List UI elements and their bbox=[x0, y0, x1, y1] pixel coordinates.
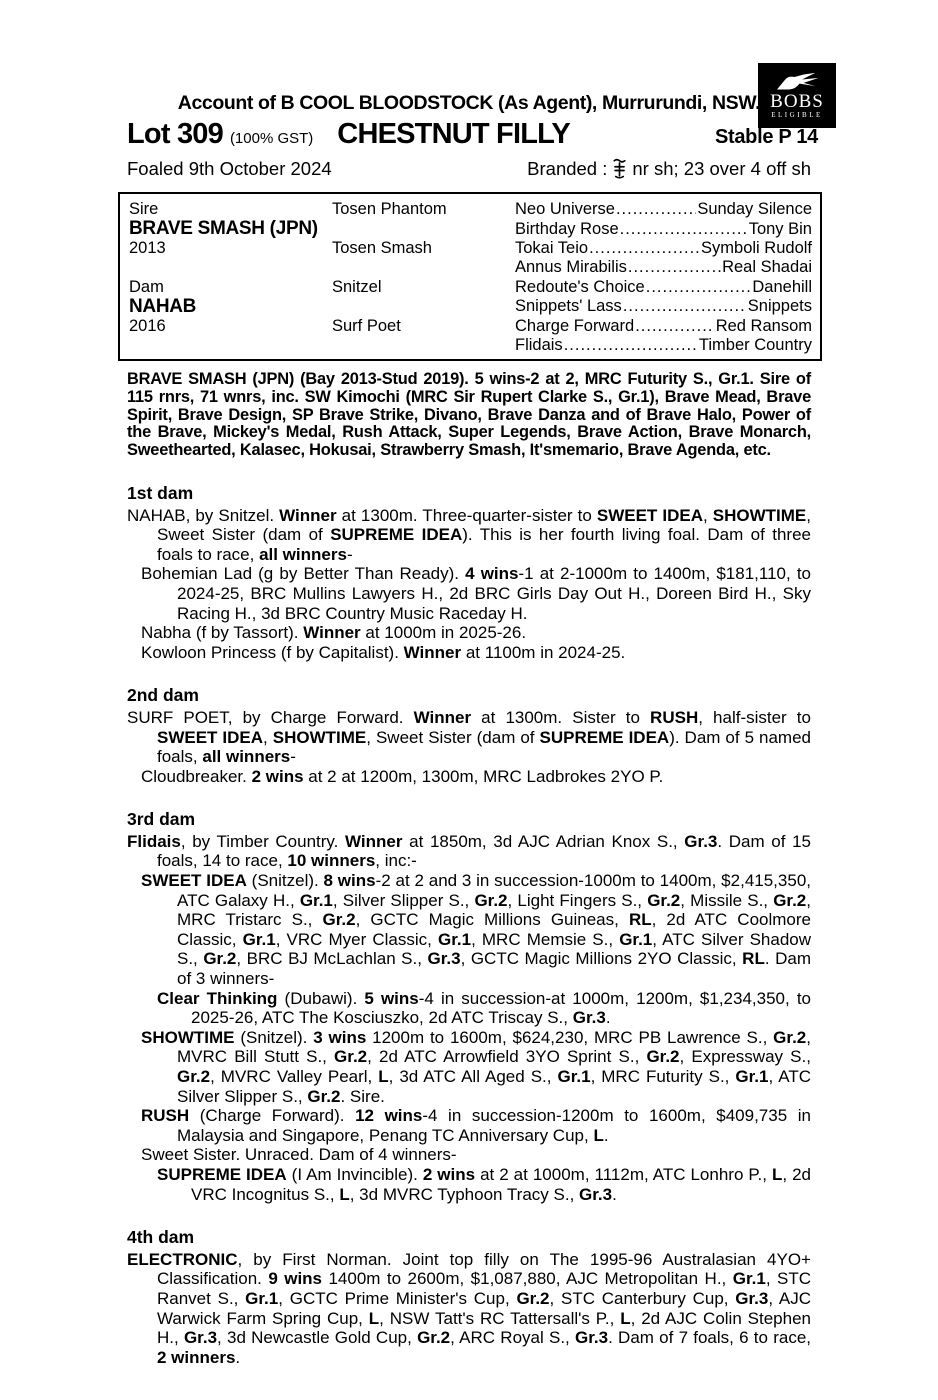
ancestor-name: Charge Forward bbox=[515, 316, 635, 335]
bold-run: all winners bbox=[202, 747, 291, 767]
text-run: 1200m to 1600m, $624,230, MRC PB Lawrence S., bbox=[366, 1027, 774, 1047]
entry-clear-thinking bbox=[127, 989, 811, 1028]
text-run: at 1000m in 2025-26. bbox=[360, 623, 527, 643]
bold-run: RL bbox=[628, 910, 652, 930]
text-run: , 2d VRC Incognitus S., bbox=[191, 1164, 811, 1204]
bold-run: 4 wins bbox=[465, 564, 519, 584]
entry-bohemian-lad bbox=[127, 564, 811, 623]
text-run: , NSW Tatt's RC Tattersall's P., bbox=[379, 1308, 621, 1328]
ancestor-name: Red Ransom bbox=[715, 316, 812, 335]
text-run: , Sweet Sister (dam of bbox=[366, 727, 540, 747]
text-run: -1 at 2-1000m to 1400m, $181,110, to 2024-25, BRC Mullins Lawyers H., 2d BRC Girls Day Out H., Doreen Bird H., Sky Racing H., 3d BRC Country Music Raceday H. bbox=[177, 564, 811, 623]
text-run: , GCTC Prime Minister's Cup, bbox=[278, 1288, 517, 1308]
bold-run: L bbox=[378, 1067, 389, 1087]
branded-detail: nr sh; 23 over 4 off sh bbox=[632, 158, 811, 179]
bold-run: SUPREME IDEA bbox=[539, 727, 670, 747]
text-run: NAHAB, by Snitzel. bbox=[127, 505, 280, 525]
bold-run: Gr.1 bbox=[299, 890, 333, 910]
bold-run: SHOWTIME bbox=[141, 1027, 235, 1047]
ancestor-name: Redoute's Choice bbox=[515, 277, 645, 296]
bold-run: Winner bbox=[345, 831, 403, 851]
bold-run: Gr.1 bbox=[245, 1288, 279, 1308]
foaled-date: Foaled 9th October 2024 bbox=[127, 158, 332, 179]
text-run: , 2d ATC Coolmore Classic, bbox=[177, 910, 811, 949]
bold-run: 2 wins bbox=[422, 1164, 476, 1184]
bold-run: SUPREME IDEA bbox=[330, 525, 463, 545]
text-run: at 1850m, 3d AJC Adrian Knox S., bbox=[402, 831, 685, 851]
dot-leader bbox=[623, 297, 747, 316]
entry-nabha bbox=[127, 623, 811, 643]
dam-dam-name: Surf Poet bbox=[332, 316, 401, 335]
text-run: - bbox=[346, 544, 353, 564]
ancestor-name: Symboli Rudolf bbox=[701, 238, 812, 257]
bold-run: Gr.1 bbox=[619, 929, 653, 949]
text-run: -2 at 2 and 3 in succession-1000m to 1400m, $2,415,350, ATC Galaxy H., bbox=[177, 871, 811, 910]
text-run: , BRC BJ McLachlan S., bbox=[236, 949, 428, 969]
bold-run: all winners bbox=[259, 544, 347, 564]
bold-run: L bbox=[593, 1125, 604, 1145]
bold-run: 9 wins bbox=[268, 1269, 323, 1289]
text-run: SURF POET, by Charge Forward. bbox=[127, 707, 414, 727]
gst-note: (100% GST) bbox=[229, 130, 314, 147]
ancestor-row bbox=[515, 336, 812, 355]
bold-run: L bbox=[339, 1184, 350, 1204]
text-run: . Dam of 7 foals, 6 to race, bbox=[608, 1328, 811, 1348]
text-run: 1400m to 2600m, $1,087,880, AJC Metropolitan H., bbox=[322, 1269, 733, 1289]
text-run: - bbox=[290, 747, 296, 767]
text-run: Cloudbreaker. bbox=[141, 766, 252, 786]
text-run: , ATC Silver Slipper S., bbox=[177, 1067, 811, 1106]
text-run: Sweet Sister. Unraced. Dam of 4 winners- bbox=[141, 1145, 457, 1165]
text-run: , VRC Myer Classic, bbox=[275, 929, 438, 949]
section-heading-4th-dam: 4th dam bbox=[127, 1227, 195, 1248]
text-run: , GCTC Magic Millions 2YO Classic, bbox=[460, 949, 743, 969]
text-run: (Snitzel). bbox=[234, 1027, 314, 1047]
sire-name: BRAVE SMASH (JPN) bbox=[129, 218, 318, 240]
text-run: , Missile S., bbox=[680, 890, 774, 910]
text-run: , GCTC Magic Millions Guineas, bbox=[355, 910, 629, 930]
bold-run: SWEET IDEA bbox=[157, 727, 264, 747]
text-run: (Charge Forward). bbox=[189, 1106, 356, 1126]
entry-showtime bbox=[127, 1028, 811, 1106]
pedigree-details bbox=[127, 484, 811, 1367]
text-run: , bbox=[702, 505, 713, 525]
bold-run: Gr.2 bbox=[334, 1047, 368, 1067]
dot-leader bbox=[616, 200, 696, 219]
stable-number: Stable P 14 bbox=[714, 126, 818, 148]
pedigree-table bbox=[118, 192, 822, 361]
sire-sire-name: Tosen Phantom bbox=[332, 200, 447, 219]
bold-run: Gr.2 bbox=[307, 1086, 341, 1106]
text-run: Nabha (f by Tassort). bbox=[141, 623, 304, 643]
entry-rush bbox=[127, 1106, 811, 1145]
ancestor-name: Timber Country bbox=[698, 335, 812, 354]
text-run: , inc:- bbox=[375, 851, 417, 871]
bold-run: Clear Thinking bbox=[157, 988, 278, 1008]
bold-run: SWEET IDEA bbox=[596, 505, 703, 525]
bold-run: Gr.1 bbox=[437, 929, 472, 949]
bold-run: 8 wins bbox=[323, 871, 376, 891]
entry-flidais bbox=[127, 832, 811, 871]
bold-run: Gr.3 bbox=[427, 949, 461, 969]
ancestor-name: Tony Bin bbox=[748, 219, 812, 238]
entry-electronic bbox=[127, 1250, 811, 1368]
bold-run: Gr.1 bbox=[732, 1269, 766, 1289]
ancestor-name: Snippets bbox=[747, 297, 812, 316]
entry-surf-poet bbox=[127, 708, 811, 767]
text-run: . Dam of 3 winners- bbox=[177, 949, 811, 989]
text-run: , 2d ATC Arrowfield 3YO Sprint S., bbox=[367, 1047, 647, 1067]
bold-run: 5 wins bbox=[364, 988, 419, 1008]
text-run: . bbox=[603, 1125, 609, 1145]
bold-run: Gr.1 bbox=[242, 929, 276, 949]
text-run: , Sweet Sister (dam of bbox=[157, 505, 811, 545]
ancestor-row bbox=[515, 297, 812, 316]
text-run: at 1300m. Three-quarter-sister to bbox=[336, 505, 597, 525]
ancestor-name: Sunday Silence bbox=[697, 200, 812, 219]
ancestor-row bbox=[515, 239, 812, 258]
bold-run: Gr.2 bbox=[646, 1047, 680, 1067]
ancestor-row bbox=[515, 317, 812, 336]
text-run: Kowloon Princess (f by Capitalist). bbox=[141, 642, 404, 662]
bold-run: 2 winners bbox=[157, 1347, 236, 1367]
bold-run: Winner bbox=[413, 707, 472, 727]
section-heading-2nd-dam: 2nd dam bbox=[127, 685, 199, 706]
vendor-account-line: Account of B COOL BLOODSTOCK (As Agent), Murrurundi, NSW. bbox=[177, 92, 761, 114]
section-heading-3rd-dam: 3rd dam bbox=[127, 809, 196, 830]
bold-run: Gr.2 bbox=[647, 890, 681, 910]
lot-number: Lot 309 bbox=[127, 118, 223, 150]
catalogue-body bbox=[127, 371, 811, 1367]
section-heading-1st-dam: 1st dam bbox=[127, 482, 194, 503]
bold-run: RUSH bbox=[141, 1106, 190, 1126]
text-run: at 2 at 1000m, 1112m, ATC Lonhro P., bbox=[475, 1164, 772, 1184]
logo-subword: ELIGIBLE bbox=[771, 111, 823, 119]
ancestor-name: Flidais bbox=[515, 335, 563, 354]
dot-leader bbox=[564, 336, 698, 355]
horse-sex-colour: CHESTNUT FILLY bbox=[337, 118, 570, 150]
text-run: , by First Norman. Joint top filly on The 1995-96 Australasian 4YO+ Classification. bbox=[157, 1249, 811, 1289]
dot-leader bbox=[635, 317, 714, 336]
text-run: ). Dam of 5 named foals, bbox=[157, 727, 811, 767]
ancestor-name: Danehill bbox=[752, 277, 812, 296]
bold-run: L bbox=[620, 1308, 631, 1328]
text-run: , MVRC Valley Pearl, bbox=[210, 1067, 379, 1087]
sire-year: 2013 bbox=[129, 238, 166, 257]
ancestor-name: Snippets' Lass bbox=[515, 297, 622, 316]
brand-mark-icon bbox=[612, 158, 627, 180]
sire-summary-paragraph: BRAVE SMASH (JPN) (Bay 2013-Stud 2019). 5 wins-2 at 2, MRC Futurity S., Gr.1. Sire of 115 rnrs, 71 wnrs, inc. SW Kimochi (MRC Sir Rupert Clarke S., Gr.1), Brave Mead, Brave Spirit, Brave Design, SP Brave Strike, Divano, Brave Danza and of Brave Halo, Power of the Brave, Mickey's Medal, Rush Attack, Super Legends, Brave Action, Brave Monarch, Sweethearted, Kalasec, Hokusai, Strawberry Smash, It'smemario, Brave Agenda, etc. bbox=[127, 370, 811, 460]
text-run: , 3d Newcastle Gold Cup, bbox=[217, 1328, 418, 1348]
bold-run: SUPREME IDEA bbox=[157, 1164, 287, 1184]
bold-run: Gr.3 bbox=[183, 1328, 218, 1348]
bold-run: L bbox=[771, 1164, 783, 1184]
dam-sire-name: Snitzel bbox=[332, 277, 382, 296]
horse-head-icon bbox=[771, 71, 823, 92]
text-run: , 3d MVRC Typhoon Tracy S., bbox=[349, 1184, 580, 1204]
bold-run: Gr.2 bbox=[417, 1328, 451, 1348]
text-run: . Sire. bbox=[340, 1086, 385, 1106]
ancestor-row bbox=[515, 258, 812, 277]
text-run: at 1100m in 2024-25. bbox=[461, 642, 626, 662]
bold-run: Gr.2 bbox=[322, 910, 356, 930]
bold-run: Gr.2 bbox=[773, 890, 807, 910]
bold-run: Gr.1 bbox=[735, 1067, 769, 1087]
text-run: , MRC Futurity S., bbox=[590, 1067, 736, 1087]
entry-nahab bbox=[127, 506, 811, 565]
bold-run: 3 wins bbox=[313, 1027, 367, 1047]
logo-word: BOBS bbox=[770, 91, 824, 112]
ancestor-row bbox=[515, 220, 812, 239]
dot-leader bbox=[646, 278, 752, 297]
text-run: , Silver Slipper S., bbox=[332, 890, 475, 910]
text-run: , ATC Silver Shadow S., bbox=[177, 929, 812, 969]
text-run: . bbox=[605, 1008, 611, 1028]
foaled-branded-line bbox=[127, 158, 811, 180]
text-run: at 1300m. Sister to bbox=[471, 707, 651, 727]
entry-sweet-sister bbox=[127, 1145, 811, 1165]
text-run: . bbox=[235, 1347, 241, 1367]
text-run: , AJC Warwick Farm Spring Cup, bbox=[157, 1288, 812, 1328]
text-run: , by Timber Country. bbox=[180, 831, 346, 851]
dam-name: NAHAB bbox=[129, 295, 197, 317]
ancestor-row bbox=[515, 278, 812, 297]
text-run: . Dam of 15 foals, 14 to race, bbox=[157, 831, 812, 871]
text-run: -4 in succession-at 1000m, 1200m, $1,234,350, to 2025-26, ATC The Kosciuszko, 2d ATC Triscay S., bbox=[191, 988, 811, 1028]
lot-headline bbox=[127, 118, 818, 151]
bold-run: Gr.2 bbox=[203, 949, 237, 969]
text-run: , ARC Royal S., bbox=[450, 1328, 575, 1348]
sire-dam-name: Tosen Smash bbox=[332, 238, 432, 257]
text-run: at 2 at 1200m, 1300m, MRC Ladbrokes 2YO P. bbox=[303, 766, 664, 786]
bold-run: Gr.2 bbox=[474, 890, 508, 910]
text-run: , 2d AJC Colin Stephen H., bbox=[157, 1308, 811, 1348]
bold-run: Winner bbox=[403, 642, 462, 662]
entry-supreme-idea bbox=[127, 1165, 811, 1204]
bold-run: Gr.3 bbox=[684, 831, 718, 851]
text-run: (Dubawi). bbox=[277, 988, 365, 1008]
dam-year: 2016 bbox=[129, 316, 166, 335]
dot-leader bbox=[620, 220, 748, 239]
ancestor-name: Birthday Rose bbox=[515, 219, 619, 238]
text-run: ). This is her fourth living foal. Dam of three foals to race, bbox=[157, 525, 811, 564]
bold-run: L bbox=[368, 1308, 380, 1328]
bold-run: Gr.2 bbox=[177, 1067, 211, 1087]
text-run: , 3d ATC All Aged S., bbox=[388, 1067, 558, 1087]
bold-run: Gr.3 bbox=[575, 1328, 609, 1348]
bold-run: Gr.3 bbox=[572, 1008, 606, 1028]
ancestor-row bbox=[515, 200, 812, 219]
bold-run: Flidais bbox=[127, 831, 181, 851]
bold-run: 10 winners bbox=[287, 851, 376, 871]
ancestor-name: Tokai Teio bbox=[515, 238, 589, 257]
bold-run: RUSH bbox=[650, 707, 699, 727]
entry-sweet-idea bbox=[127, 871, 811, 989]
bold-run: RL bbox=[742, 949, 765, 969]
ancestor-name: Neo Universe bbox=[515, 200, 615, 219]
bold-run: ELECTRONIC bbox=[127, 1249, 238, 1269]
ancestor-name: Annus Mirabilis bbox=[515, 258, 627, 277]
bold-run: Winner bbox=[279, 505, 337, 525]
text-run: , MRC Memsie S., bbox=[471, 929, 620, 949]
text-run: , half-sister to bbox=[698, 707, 811, 727]
bold-run: Gr.2 bbox=[516, 1288, 550, 1308]
text-run: , MVRC Bill Stutt S., bbox=[177, 1027, 811, 1067]
dot-leader bbox=[628, 258, 721, 277]
bold-run: Gr.3 bbox=[735, 1288, 769, 1308]
text-run: . bbox=[612, 1184, 617, 1204]
dot-leader bbox=[589, 239, 700, 258]
text-run: , STC Canterbury Cup, bbox=[549, 1288, 736, 1308]
bold-run: Gr.3 bbox=[579, 1184, 613, 1204]
text-run: , Light Fingers S., bbox=[507, 890, 648, 910]
bold-run: 12 wins bbox=[355, 1106, 423, 1126]
text-run: (Snitzel). bbox=[246, 871, 324, 891]
bold-run: SWEET IDEA bbox=[141, 871, 247, 891]
bold-run: Gr.1 bbox=[557, 1067, 591, 1087]
text-run: , bbox=[263, 727, 273, 747]
bold-run: 2 wins bbox=[251, 766, 304, 786]
branded-info bbox=[527, 158, 811, 180]
text-run: , STC Ranvet S., bbox=[157, 1269, 811, 1308]
entry-cloudbreaker bbox=[127, 767, 811, 787]
branded-label: Branded : bbox=[527, 158, 608, 179]
text-run: -4 in succession-1200m to 1600m, $409,735 in Malaysia and Singapore, Penang TC Anniversary Cup, bbox=[177, 1106, 811, 1145]
entry-kowloon-princess bbox=[127, 643, 811, 663]
dam-role-label: Dam bbox=[129, 277, 164, 296]
bold-run: SHOWTIME bbox=[272, 727, 367, 747]
bold-run: SHOWTIME bbox=[712, 505, 807, 525]
sire-role-label: Sire bbox=[129, 200, 159, 219]
text-run: , MRC Tristarc S., bbox=[177, 890, 812, 930]
bold-run: Gr.2 bbox=[773, 1027, 807, 1047]
text-run: (I Am Invincible). bbox=[286, 1164, 423, 1184]
text-run: Bohemian Lad (g by Better Than Ready). bbox=[141, 564, 466, 584]
ancestor-name: Real Shadai bbox=[722, 258, 812, 277]
text-run: , Expressway S., bbox=[679, 1047, 811, 1067]
bold-run: Winner bbox=[303, 623, 361, 643]
